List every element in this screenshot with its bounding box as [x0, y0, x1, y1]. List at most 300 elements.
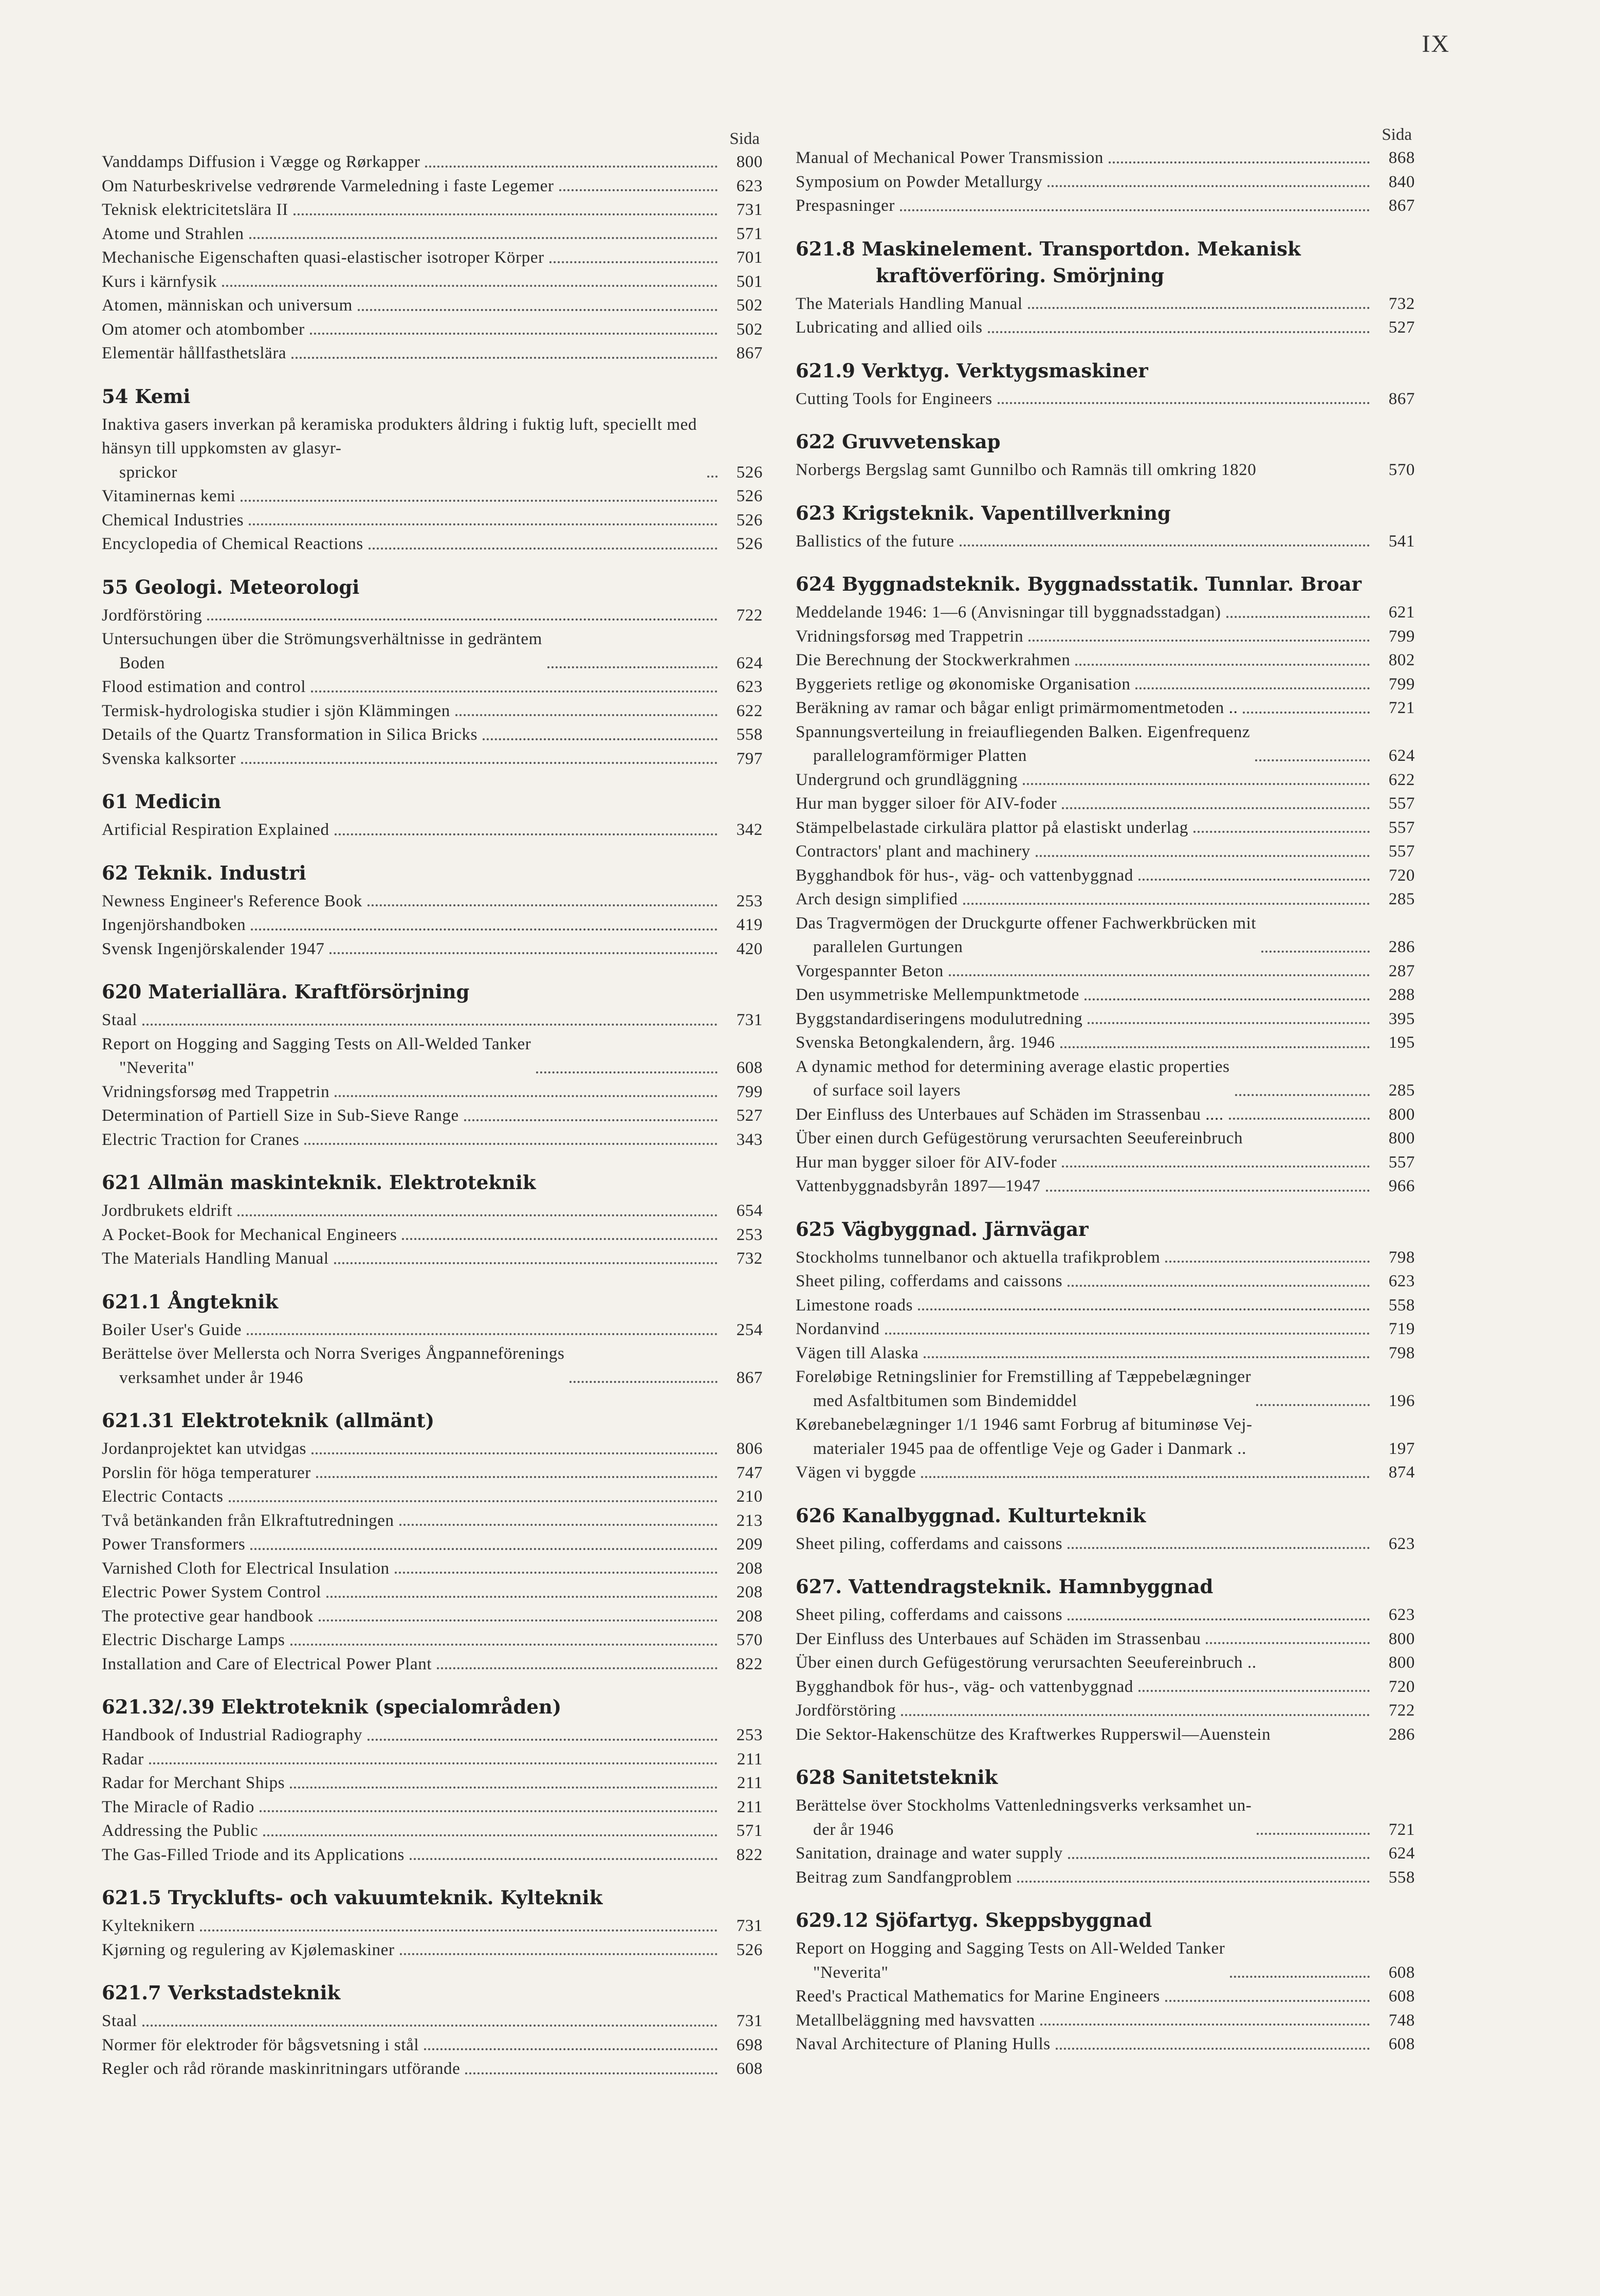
index-entry [102, 1437, 763, 1461]
entry-title [796, 792, 1057, 816]
entry-title [796, 1723, 1271, 1747]
index-entry [102, 1485, 763, 1509]
entry-page-number: 208 [736, 1607, 763, 1626]
dot-leader [290, 1787, 718, 1789]
entry-title-line: Details of the Quartz Transformation in Silica Bricks [102, 725, 478, 744]
dot-leader [464, 1119, 718, 1121]
entry-title-line: Über einen durch Gefügestörung verursachten Seeufereinbruch .. [796, 1653, 1257, 1672]
entry-title [796, 194, 895, 218]
dot-leader [1028, 307, 1370, 309]
entry-title-line: The Miracle of Radio [102, 1797, 254, 1816]
entry-page-number: 527 [736, 1106, 763, 1125]
dot-leader [1255, 759, 1370, 761]
index-entry [796, 600, 1415, 625]
index-entry [102, 1199, 763, 1223]
dot-leader [1258, 1452, 1370, 1454]
section-heading [796, 1764, 1415, 1791]
index-entry [796, 1031, 1415, 1055]
dot-leader [549, 261, 718, 263]
dot-leader [924, 1356, 1370, 1358]
entry-title-line: Sheet piling, cofferdams and caissons [796, 1606, 1063, 1624]
entry-title-line: Teknisk elektricitetslära II [102, 201, 288, 219]
entry-title [102, 174, 554, 198]
dot-leader [1047, 185, 1370, 187]
entry-page-number: 798 [1388, 1343, 1415, 1362]
dot-leader [1023, 783, 1370, 785]
index-section [102, 1693, 763, 1867]
section-heading-text: 625 Vägbyggnad. Järnvägar [796, 1217, 1089, 1241]
entry-title [102, 1485, 224, 1509]
entry-title [102, 675, 306, 699]
index-entry [796, 887, 1415, 912]
entry-title-line: Staal [102, 2012, 137, 2030]
index-section [796, 235, 1415, 340]
entry-title-line: Ingenjörshandboken [102, 916, 246, 934]
entry-page-number: 419 [736, 916, 763, 934]
index-section [102, 860, 763, 961]
dot-leader [334, 1262, 718, 1264]
entry-page-number: 558 [1388, 1296, 1415, 1315]
entry-title-line: Der Einfluss des Unterbaues auf Schäden im Strassenbau [796, 1629, 1201, 1648]
dot-leader [1036, 855, 1370, 857]
entry-title-line: Berättelse över Mellersta och Norra Sveriges Ångpanneförenings [102, 1344, 565, 1363]
entry-title-line: Die Sektor-Hakenschütze des Kraftwerkes Rupperswil—Auenstein [796, 1725, 1271, 1744]
index-entry [102, 484, 763, 508]
dot-leader [1138, 879, 1370, 881]
entry-title-line: Norbergs Bergslag samt Gunnilbo och Ramnäs till omkring 1820 [796, 461, 1257, 479]
entry-title [796, 146, 1104, 170]
entry-page-number: 285 [1388, 1081, 1415, 1100]
index-entry [102, 1843, 763, 1867]
entry-title [796, 1246, 1160, 1270]
section-heading [796, 1216, 1415, 1243]
entry-page-number: 722 [1388, 1701, 1415, 1720]
entry-page-number: 253 [736, 1726, 763, 1744]
entry-page-number: 966 [1388, 1177, 1415, 1195]
entry-title-line: Vattenbyggnadsbyrån 1897—1947 [796, 1177, 1041, 1195]
entry-title [796, 1151, 1057, 1175]
left-intro-list [102, 150, 763, 366]
entry-title [796, 1627, 1201, 1651]
dot-leader [335, 833, 718, 835]
entry-title [102, 1580, 321, 1605]
entry-title-line: Sanitation, drainage and water supply [796, 1844, 1063, 1863]
entry-title-line: Electric Discharge Lamps [102, 1631, 285, 1649]
index-entry [796, 648, 1415, 672]
dot-leader [424, 2048, 718, 2050]
dot-leader [998, 402, 1370, 404]
entry-title-line: Jordanprojektet kan utvidgas [102, 1439, 307, 1458]
index-entry [796, 1365, 1415, 1413]
index-section [102, 1884, 763, 1962]
entry-page-number: 541 [1388, 532, 1415, 551]
entry-page-number: 874 [1388, 1463, 1415, 1482]
entry-title [102, 1938, 395, 1962]
entry-title [102, 1199, 232, 1223]
index-section [796, 357, 1415, 411]
dot-leader [1230, 1976, 1370, 1978]
entry-title [102, 818, 329, 842]
page-number: IX [1422, 30, 1450, 58]
dot-leader [900, 209, 1370, 211]
index-entry [796, 1984, 1415, 2009]
right-column [796, 118, 1415, 2056]
index-entry [102, 2033, 763, 2057]
entry-title [102, 222, 244, 246]
section-heading-text: 628 Sanitetsteknik [796, 1766, 998, 1789]
entry-title-line: Kylteknikern [102, 1917, 195, 1935]
dot-leader [547, 666, 718, 668]
entry-title-line: Encyclopedia of Chemical Reactions [102, 535, 363, 553]
dot-leader [399, 1524, 718, 1526]
index-entry [102, 1628, 763, 1652]
entry-page-number: 211 [737, 1774, 763, 1792]
index-entry [796, 387, 1415, 411]
entry-title [102, 604, 202, 628]
dot-leader [536, 1071, 718, 1073]
index-entry [796, 912, 1415, 959]
entry-title-line: Stockholms tunnelbanor och aktuella trafikproblem [796, 1248, 1161, 1267]
entry-title [796, 600, 1221, 625]
entry-page-number: 343 [736, 1130, 763, 1149]
entry-title-line: Electric Traction for Cranes [102, 1130, 300, 1149]
entry-title [796, 1174, 1041, 1198]
index-entry [102, 1533, 763, 1557]
section-heading [796, 428, 1415, 455]
section-heading [102, 1407, 763, 1434]
left-section-list [102, 383, 763, 2081]
entry-page-number: 526 [736, 463, 763, 482]
entry-title-continuation: parallelogramförmiger Platten [813, 746, 1027, 765]
entry-title [796, 1603, 1062, 1627]
index-entry [102, 270, 763, 294]
index-entry [796, 1627, 1415, 1651]
index-entry [796, 1341, 1415, 1365]
entry-title [796, 1341, 918, 1365]
index-entry [102, 675, 763, 699]
dot-leader [207, 618, 718, 621]
dot-leader [1261, 473, 1370, 476]
index-entry [102, 246, 763, 270]
entry-title [102, 1533, 245, 1557]
entry-title-line: Contractors' plant and machinery [796, 842, 1031, 861]
index-entry [796, 146, 1415, 170]
entry-page-number: 195 [1388, 1033, 1415, 1052]
right-section-list [796, 235, 1415, 2056]
entry-page-number: 800 [1388, 1129, 1415, 1147]
dot-leader [367, 1739, 718, 1741]
entry-title [796, 170, 1042, 194]
entry-page-number: 288 [1388, 986, 1415, 1004]
entry-title [796, 768, 1018, 792]
entry-title [796, 912, 1256, 959]
entry-title [102, 699, 450, 723]
dot-leader [465, 2072, 718, 2074]
index-entry [102, 318, 763, 342]
entry-title-line: Vägen vi byggde [796, 1463, 916, 1482]
index-section [796, 1573, 1415, 1746]
entry-title-line: Undergrund och grundläggning [796, 770, 1018, 789]
index-entry [796, 1532, 1415, 1556]
dot-leader [311, 690, 718, 693]
dot-leader [1193, 831, 1370, 833]
index-section [796, 500, 1415, 554]
entry-title [796, 2032, 1051, 2056]
dot-leader [425, 166, 718, 168]
index-entry [102, 150, 763, 174]
entry-title-line: Das Tragvermögen der Druckgurte offener Fachwerkbrücken mit [796, 914, 1257, 933]
dot-leader [1068, 1547, 1370, 1549]
dot-leader [250, 1548, 718, 1550]
entry-title-line: The Materials Handling Manual [102, 1249, 329, 1268]
entry-title [102, 294, 353, 318]
entry-title-line: Report on Hogging and Sagging Tests on All-Welded Tanker [796, 1939, 1225, 1958]
dot-leader [918, 1308, 1370, 1310]
entry-title-line: Report on Hogging and Sagging Tests on All-Welded Tanker [102, 1034, 531, 1053]
index-entry [796, 720, 1415, 768]
section-heading-text: 621 Allmän maskinteknik. Elektroteknik [102, 1171, 536, 1194]
entry-page-number: 287 [1388, 961, 1415, 980]
entry-title [796, 696, 1238, 720]
index-entry [102, 2057, 763, 2081]
dot-leader [1226, 616, 1370, 618]
section-heading-text: 629.12 Sjöfartyg. Skeppsbyggnad [796, 1909, 1152, 1931]
entry-title [102, 1032, 531, 1080]
entry-title [102, 532, 363, 556]
entry-title-line: Determination of Partiell Size in Sub-Sieve Range [102, 1106, 459, 1125]
entry-page-number: 570 [736, 1631, 763, 1649]
index-entry [102, 294, 763, 318]
entry-title-line: Inaktiva gasers inverkan på keramiska produkters åldring i fuktig luft, speciellt med hänsyn till uppkomsten av glasyr- [102, 415, 697, 458]
entry-page-number: 731 [736, 1917, 763, 1935]
entry-title [102, 2033, 419, 2057]
index-entry [796, 1866, 1415, 1890]
section-heading [796, 1907, 1415, 1934]
entry-title-continuation: verksamhet under år 1946 [119, 1368, 304, 1387]
entry-title [796, 1532, 1062, 1556]
entry-title [796, 1842, 1063, 1866]
entry-title [102, 723, 477, 747]
index-entry [796, 768, 1415, 792]
entry-page-number: 557 [1388, 818, 1415, 837]
dot-leader [400, 1953, 718, 1955]
entry-title-line: A dynamic method for determining average elastic properties [796, 1057, 1230, 1076]
index-entry [102, 532, 763, 556]
entry-page-number: 253 [736, 1225, 763, 1244]
entry-title [796, 1866, 1012, 1890]
section-heading-text: 621.8 Maskinelement. Transportdon. Mekanisk [796, 237, 1301, 260]
index-entry [102, 747, 763, 771]
dot-leader [249, 523, 718, 525]
dot-leader [1165, 1261, 1370, 1263]
index-entry [102, 889, 763, 914]
index-entry [796, 194, 1415, 218]
index-section [102, 1169, 763, 1271]
index-entry [796, 959, 1415, 983]
entry-title-line: Vägen till Alaska [796, 1343, 919, 1362]
dot-leader [1017, 1881, 1370, 1883]
section-heading-text: 623 Krigsteknik. Vapentillverkning [796, 501, 1171, 524]
dot-leader [569, 1381, 718, 1383]
section-heading [796, 571, 1415, 597]
entry-title-line: A Pocket-Book for Mechanical Engineers [102, 1225, 397, 1244]
entry-title-line: Bygghandbok för hus-, väg- och vattenbyggnad [796, 866, 1133, 885]
entry-title [796, 1293, 913, 1318]
entry-title [102, 2009, 137, 2033]
index-entry [796, 316, 1415, 340]
dot-leader [260, 1810, 718, 1812]
entry-title [796, 816, 1188, 840]
index-entry [102, 1580, 763, 1605]
index-section [102, 788, 763, 842]
entry-page-number: 867 [736, 344, 763, 362]
entry-title-line: Berättelse över Stockholms Vattenledningsverks verksamhet un- [796, 1796, 1252, 1815]
entry-title-line: Vorgespannter Beton [796, 961, 944, 980]
entry-title-line: Elementär hållfasthetslära [102, 344, 287, 362]
entry-title-line: Sheet piling, cofferdams and caissons [796, 1534, 1063, 1553]
entry-title-line: Symposium on Powder Metallurgy [796, 172, 1043, 191]
index-entry [796, 1675, 1415, 1699]
entry-title-line: Cutting Tools for Engineers [796, 389, 992, 408]
entry-page-number: 342 [736, 821, 763, 839]
entry-title-line: Två betänkanden från Elkraftutredningen [102, 1511, 394, 1530]
entry-title-line: Meddelande 1946: 1—6 (Anvisningar till byggnadsstadgan) [796, 603, 1221, 622]
entry-page-number: 211 [737, 1750, 763, 1769]
section-heading [102, 1884, 763, 1911]
index-entry [102, 1247, 763, 1271]
entry-title-line: Jordbrukets eldrift [102, 1201, 233, 1220]
entry-title-line: Electric Power System Control [102, 1583, 322, 1601]
index-entry [102, 413, 763, 485]
dot-leader [311, 1452, 718, 1454]
dot-leader [410, 1858, 718, 1860]
sida-label: Sida [1382, 125, 1412, 144]
entry-title-continuation: of surface soil layers [813, 1081, 961, 1100]
section-heading [102, 978, 763, 1005]
entry-title [102, 1080, 329, 1104]
entry-page-number: 623 [1388, 1272, 1415, 1290]
dot-leader [901, 1714, 1370, 1716]
section-heading [102, 788, 763, 815]
entry-title [102, 2057, 460, 2081]
entry-page-number: 800 [1388, 1105, 1415, 1124]
entry-page-number: 570 [1388, 461, 1415, 479]
dot-leader [707, 476, 718, 478]
entry-title-line: Byggeriets retlige og økonomiske Organisation [796, 675, 1131, 694]
entry-page-number: 867 [1388, 389, 1415, 408]
entry-title [102, 341, 286, 366]
entry-title [796, 316, 983, 340]
entry-page-number: 721 [1388, 1820, 1415, 1839]
entry-title-line: Untersuchungen über die Strömungsverhältnisse in gedräntem [102, 630, 542, 648]
entry-title [102, 1723, 362, 1747]
entry-title-continuation: med Asfaltbitumen som Bindemiddel [813, 1391, 1077, 1410]
entry-page-number: 208 [736, 1559, 763, 1578]
index-entry [102, 2009, 763, 2033]
dot-leader [1262, 1666, 1370, 1668]
entry-title [102, 1843, 404, 1867]
entry-page-number: 527 [1388, 318, 1415, 337]
dot-leader [395, 1572, 718, 1574]
entry-page-number: 502 [736, 320, 763, 339]
index-entry [796, 672, 1415, 697]
entry-title [796, 983, 1079, 1007]
entry-title [102, 1509, 394, 1533]
left-column [102, 118, 763, 2081]
entry-title [796, 387, 992, 411]
dot-leader [1068, 1857, 1370, 1859]
entry-page-number: 209 [736, 1535, 763, 1554]
entry-page-number: 558 [736, 725, 763, 744]
entry-title-line: Manual of Mechanical Power Transmission [796, 149, 1104, 167]
section-heading [102, 1288, 763, 1315]
entry-page-number: 253 [736, 891, 763, 910]
entry-page-number: 722 [736, 606, 763, 625]
index-entry [796, 792, 1415, 816]
section-heading [102, 1979, 763, 2006]
entry-title-line: Svenska Betongkalendern, årg. 1946 [796, 1033, 1055, 1052]
entry-title [796, 1937, 1225, 1984]
entry-title [796, 1699, 896, 1723]
entry-title [102, 413, 702, 485]
entry-page-number: 623 [736, 176, 763, 195]
entry-title-line: Installation and Care of Electrical Power Plant [102, 1654, 432, 1673]
entry-title [102, 1652, 432, 1677]
section-heading-text: 621.31 Elektroteknik (allmänt) [102, 1409, 435, 1432]
entry-page-number: 557 [1388, 794, 1415, 813]
entry-title [796, 1794, 1252, 1842]
dot-leader [1229, 1118, 1370, 1120]
dot-leader [241, 500, 718, 502]
entry-page-number: 254 [736, 1320, 763, 1339]
entry-title-line: Porslin för höga temperaturer [102, 1463, 311, 1482]
index-entry [796, 458, 1415, 482]
entry-page-number: 608 [736, 1059, 763, 1077]
entry-page-number: 420 [736, 939, 763, 958]
entry-title [796, 1984, 1160, 2009]
entry-title [102, 508, 244, 533]
sida-label: Sida [729, 130, 760, 148]
index-entry [102, 723, 763, 747]
entry-page-number: 867 [1388, 196, 1415, 215]
section-heading-text: 621.7 Verkstadsteknik [102, 1981, 341, 2004]
entry-page-number: 571 [736, 1821, 763, 1840]
dot-leader [263, 1834, 718, 1836]
index-entry [102, 1557, 763, 1581]
index-entry [796, 983, 1415, 1007]
entry-title-line: Vitaminernas kemi [102, 487, 236, 505]
index-entry [102, 604, 763, 628]
dot-leader [249, 237, 718, 239]
index-entry [796, 1842, 1415, 1866]
dot-leader [200, 1929, 718, 1931]
section-heading-text: 620 Materiallära. Kraftförsörjning [102, 980, 470, 1003]
index-entry [102, 1223, 763, 1247]
dot-leader [335, 1095, 718, 1097]
index-entry [102, 1914, 763, 1938]
index-section [102, 574, 763, 771]
index-entry [102, 1795, 763, 1819]
entry-page-number: 732 [736, 1249, 763, 1268]
dot-leader [1088, 1022, 1370, 1024]
entry-title [102, 1557, 390, 1581]
dot-leader [1062, 1165, 1370, 1168]
entry-page-number: 208 [736, 1583, 763, 1601]
dot-leader [949, 974, 1370, 976]
dot-leader [290, 1644, 718, 1646]
section-heading-continuation: kraftöverföring. Smörjning [876, 264, 1165, 287]
dot-leader [437, 1667, 718, 1669]
